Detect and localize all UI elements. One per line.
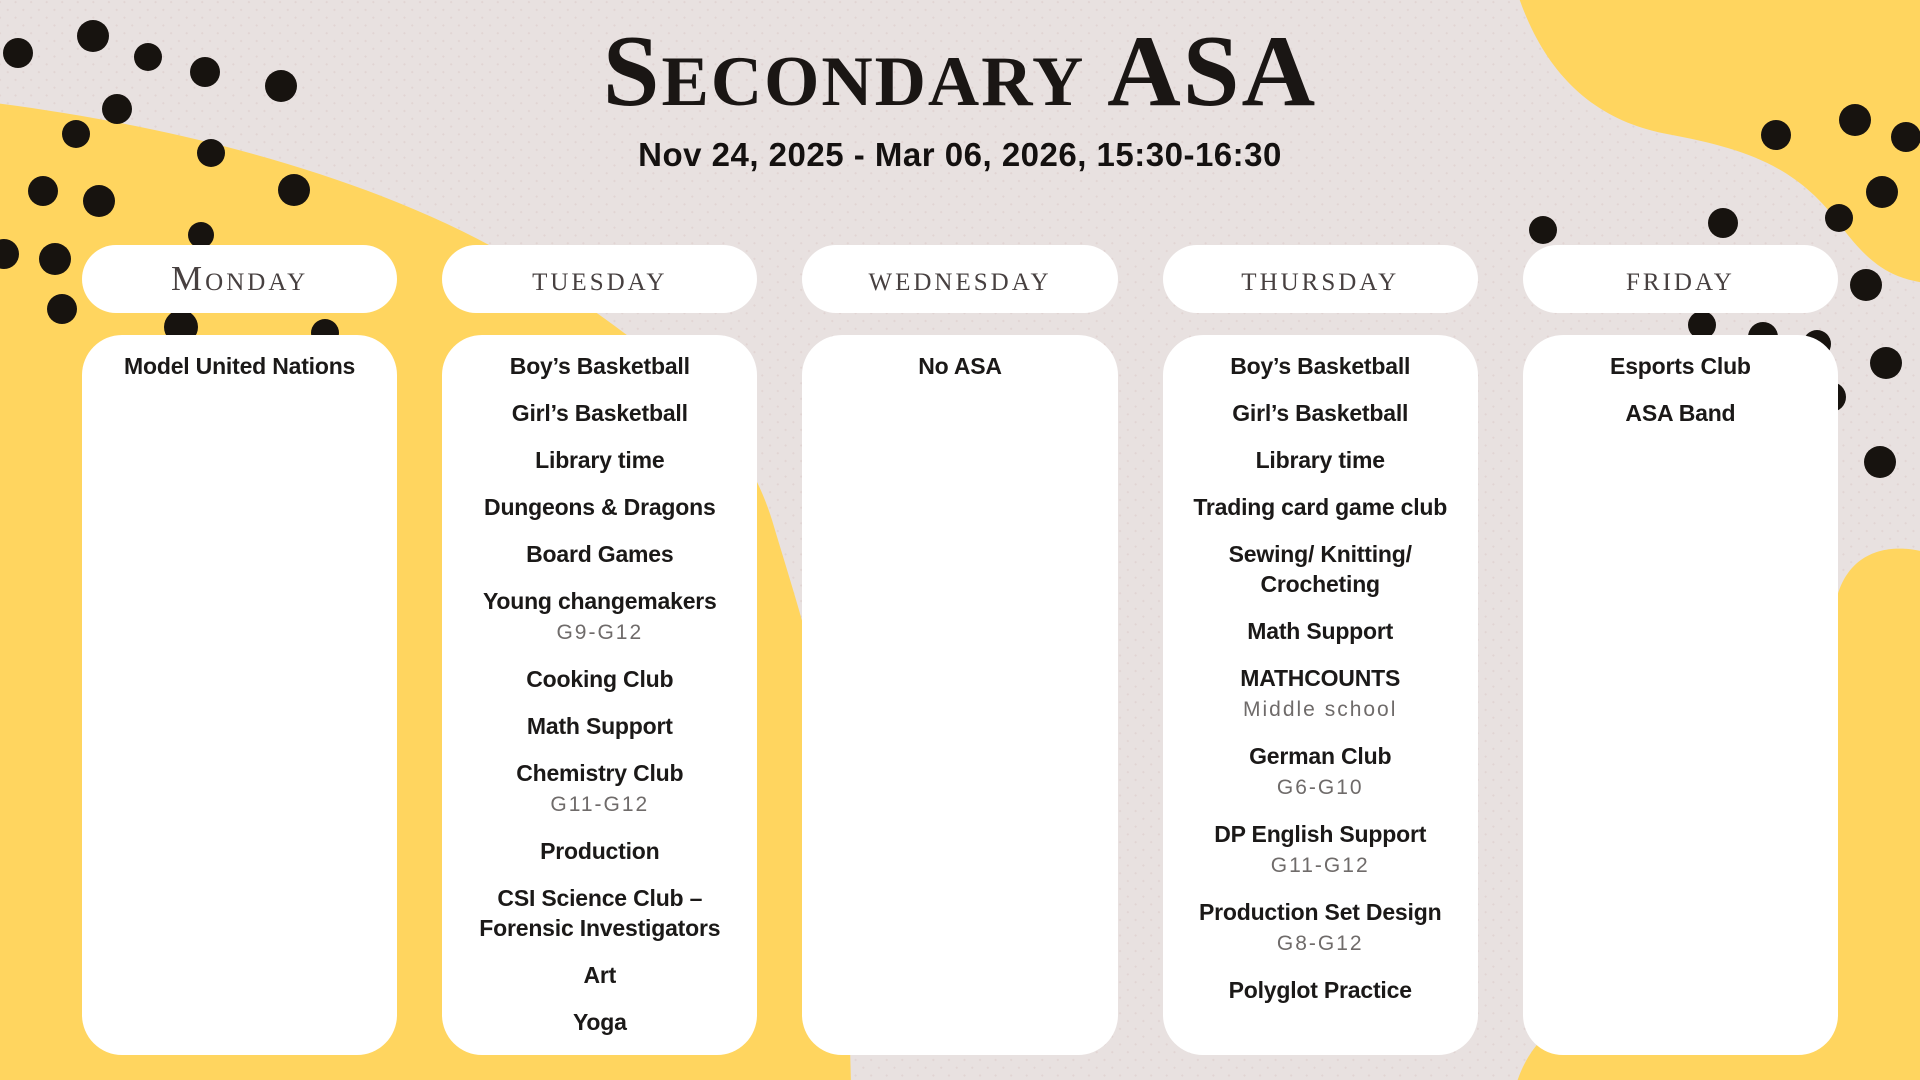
activity-name: German Club (1249, 743, 1392, 769)
activity-item (1171, 975, 1470, 1005)
activity-item (450, 492, 749, 522)
day-column-friday (1523, 245, 1838, 1055)
day-card (1163, 335, 1478, 1055)
activity-item (450, 711, 749, 741)
day-card (1523, 335, 1838, 1055)
activity-item (450, 539, 749, 569)
activity-name: Library time (1255, 447, 1385, 473)
day-card (442, 335, 757, 1055)
day-header-tuesday: tuesday (442, 245, 757, 313)
activity-name: Production (540, 838, 660, 864)
activity-grade: G8-G12 (1276, 932, 1364, 955)
activity-item (450, 758, 749, 819)
activity-name: Math Support (1247, 618, 1394, 644)
date-range-subtitle: Nov 24, 2025 - Mar 06, 2026, 15:30-16:30 (638, 136, 1282, 173)
activity-name: Sewing/ Knitting/ Crocheting (1228, 541, 1412, 597)
day-column-monday (82, 245, 397, 1055)
activity-name: MATHCOUNTS (1240, 665, 1401, 691)
activity-name: CSI Science Club – Forensic Investigators (479, 885, 721, 941)
day-header-monday: Monday (82, 245, 397, 313)
activity-item (1171, 398, 1470, 428)
activity-item (450, 445, 749, 475)
activity-item (1531, 398, 1830, 428)
activity-item (1171, 741, 1470, 802)
activity-item (1171, 616, 1470, 646)
activity-name: Yoga (572, 1009, 627, 1035)
activity-name: Dungeons & Dragons (484, 494, 716, 520)
activity-grade: G6-G10 (1276, 776, 1364, 799)
activity-name: Boy’s Basketball (509, 353, 690, 379)
activity-name: Library time (535, 447, 665, 473)
activity-grade: G9-G12 (556, 621, 644, 644)
activity-name: Girl’s Basketball (1232, 400, 1409, 426)
activity-item (450, 586, 749, 647)
day-column-thursday (1163, 245, 1478, 1055)
activity-item (450, 351, 749, 381)
activity-item (90, 351, 389, 381)
activity-name: Board Games (526, 541, 674, 567)
activity-grade: G11-G12 (1270, 854, 1370, 877)
activity-name: Trading card game club (1193, 494, 1448, 520)
activity-item (450, 836, 749, 866)
activity-item (1171, 539, 1470, 599)
activity-item (450, 398, 749, 428)
activity-item (1171, 663, 1470, 724)
activity-item (1171, 351, 1470, 381)
activity-item (450, 664, 749, 694)
activity-name: DP English Support (1214, 821, 1427, 847)
activity-name: Chemistry Club (516, 760, 684, 786)
activity-name: Model United Nations (124, 353, 356, 379)
activity-name: Boy’s Basketball (1230, 353, 1411, 379)
activity-grade: G11-G12 (550, 793, 650, 816)
activity-name: Young changemakers (482, 588, 717, 614)
activity-item (1171, 445, 1470, 475)
activity-item (1171, 897, 1470, 958)
activity-name: Esports Club (1610, 353, 1751, 379)
activity-name: ASA Band (1625, 400, 1736, 426)
day-card (802, 335, 1117, 1055)
activity-name: Art (583, 962, 617, 988)
day-column-tuesday (442, 245, 757, 1055)
activity-name: Math Support (526, 713, 673, 739)
activity-item (1171, 819, 1470, 880)
day-header-thursday: thursday (1163, 245, 1478, 313)
activity-item (810, 351, 1109, 381)
activity-name: Production Set Design (1198, 899, 1442, 925)
activity-item (450, 883, 749, 943)
day-header-friday: friday (1523, 245, 1838, 313)
page-title: Secondary ASA (602, 15, 1318, 128)
activity-name: Polyglot Practice (1228, 977, 1412, 1003)
activity-grade: Middle school (1243, 698, 1398, 721)
poster-header (0, 0, 1920, 174)
activity-name: Cooking Club (526, 666, 674, 692)
days-row (82, 245, 1838, 1055)
activity-name: No ASA (918, 353, 1002, 379)
day-card (82, 335, 397, 1055)
activity-item (1531, 351, 1830, 381)
activity-item (450, 1007, 749, 1037)
activity-item (1171, 492, 1470, 522)
activity-name: Girl’s Basketball (511, 400, 688, 426)
day-column-wednesday (802, 245, 1117, 1055)
activity-item (450, 960, 749, 990)
day-header-wednesday: wednesday (802, 245, 1117, 313)
